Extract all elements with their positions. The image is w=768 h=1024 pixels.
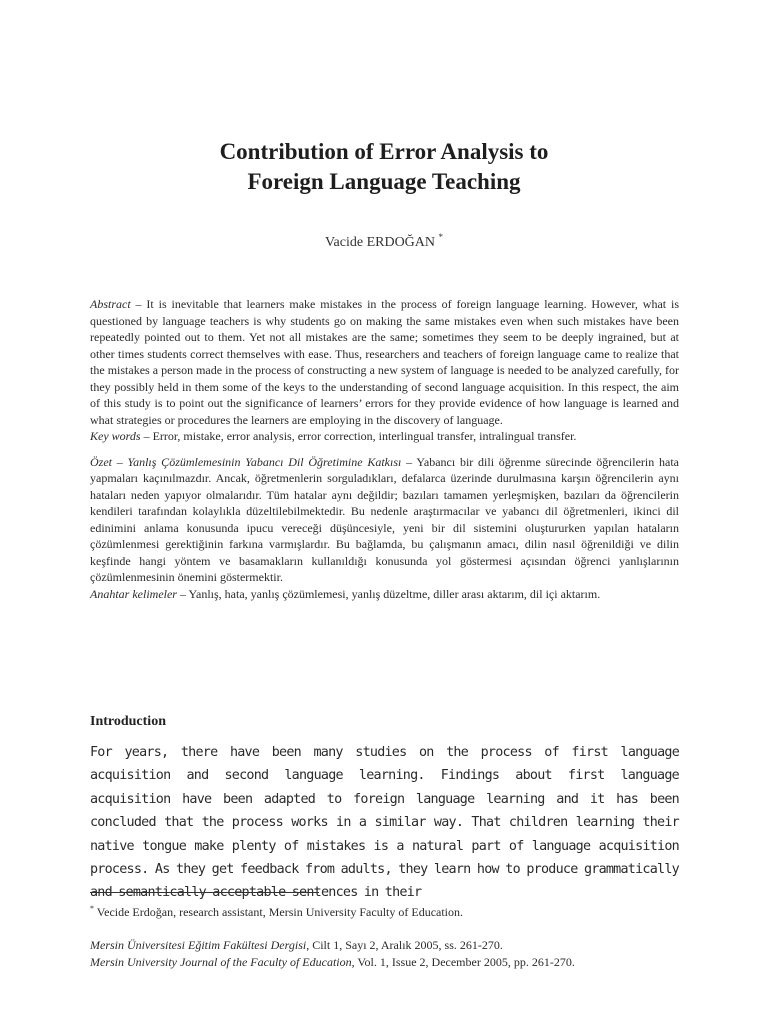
introduction-paragraph: For years, there have been many studies on the process of first language acquisition and second language learning. Findings about first language acquisition have been adapted to foreign language learning and it has been concluded that the process works in a similar way. That children learning their native tongue make plenty of mistakes is a natural part of language acquisition process. As they get feedback from adults, they learn how to produce grammatically and semantically acceptable sentences in their (90, 745, 679, 901)
introduction-body (90, 741, 679, 905)
abstract-text: – It is inevitable that learners make mistakes in the process of foreign language learning. However, what is questioned by language teachers is why students go on making the same mistakes even when such mistakes have been repeatedly pointed out to them. Yet not all mistakes are the same; sometimes they seem to be deeply ingrained, but at other times students correct themselves with ease. Thus, researchers and teachers of foreign language came to realize that the mistakes a person made in the process of constructing a new system of language is needed to be analyzed carefully, for they possibly held in them some of the keys to the understanding of second language acquisition. In this respect, the aim of this study is to point out the significance of learners’ errors for they provide evidence of how language is learned and what strategies or procedures the learners are employing in the discovery of language. (90, 297, 679, 427)
author-line (0, 234, 768, 252)
keywords-label: Key words (90, 429, 141, 443)
anahtar-paragraph (90, 586, 679, 603)
citation-details-english: , Vol. 1, Issue 2, December 2005, pp. 261-270. (351, 954, 575, 969)
title-line-2: Foreign Language Teaching (247, 169, 521, 194)
footnote-mark: * (90, 904, 94, 913)
title-line-1: Contribution of Error Analysis to (219, 139, 549, 164)
citation-journal-turkish: Mersin Üniversitesi Eğitim Fakültesi Dergisi (90, 938, 307, 952)
abstract-label: Abstract (90, 297, 131, 311)
keywords-paragraph (90, 428, 679, 445)
citation-details-turkish: , Cilt 1, Sayı 2, Aralık 2005, ss. 261-270. (306, 938, 503, 952)
citation-journal-english: Mersin University Journal of the Faculty of Education (90, 954, 352, 969)
abstract-block (90, 296, 679, 602)
author-name: Vacide ERDOĞAN (324, 235, 436, 250)
footnote-text: Vecide Erdoğan, research assistant, Mersin University Faculty of Education. (94, 905, 464, 919)
anahtar-label: Anahtar kelimeler (90, 586, 177, 601)
footnote-divider (90, 892, 319, 893)
anahtar-text: – Yanlış, hata, yanlış çözümlemesi, yanlış düzeltme, diller arası aktarım, dil içi aktarım. (176, 586, 601, 601)
author-footnote-mark: * (438, 232, 444, 242)
footnote (90, 904, 690, 920)
ozet-label: Özet – Yanlış Çözümlemesinin Yabancı Dil Öğretimine Katkısı (90, 454, 402, 469)
ozet-paragraph (90, 454, 679, 586)
citation-line-turkish (90, 937, 690, 954)
keywords-text: – Error, mistake, error analysis, error correction, interlingual transfer, intralingual transfer. (140, 429, 577, 443)
paper-title (0, 137, 768, 197)
introduction-heading: Introduction (90, 714, 166, 729)
journal-citation (90, 937, 690, 970)
citation-line-english (90, 954, 690, 971)
ozet-text: – Yabancı bir dili öğrenme sürecinde öğrencilerin hata yapmaları kaçınılmazdır. Ancak, öğretmenlerin sorguladıkları, defalarca üzerinde durulmasına karşın öğrencilerin aynı hataları neden yapıyor olmalarıdır. Tüm hatalar aynı değildir; bazıları tamamen yerleşmişken, bazıları da öğrencilerin kendileri tarafından kolaylıkla düzeltilebilmektedir. Bu nedenle araştırmacılar ve yabancı dil öğretmenleri, ikinci dil edinimini anlama konusunda ipucu vereceği düşüncesiyle, yeni bir dil sistemini oluştururken yapılan hataların çözümlenmesi gerektiğinin farkına varmışlardır. Bu bağlamda, bu çalışmanın amacı, dilin nasıl öğrenildiği ve dilin keşfinde hangi yöntem ve basamakların kullanıldığı konusunda yol göstermesi açısından öğrenci yanlışlarının çözümlenmesinin önemini göstermektir. (90, 454, 680, 584)
abstract-paragraph (90, 296, 679, 428)
